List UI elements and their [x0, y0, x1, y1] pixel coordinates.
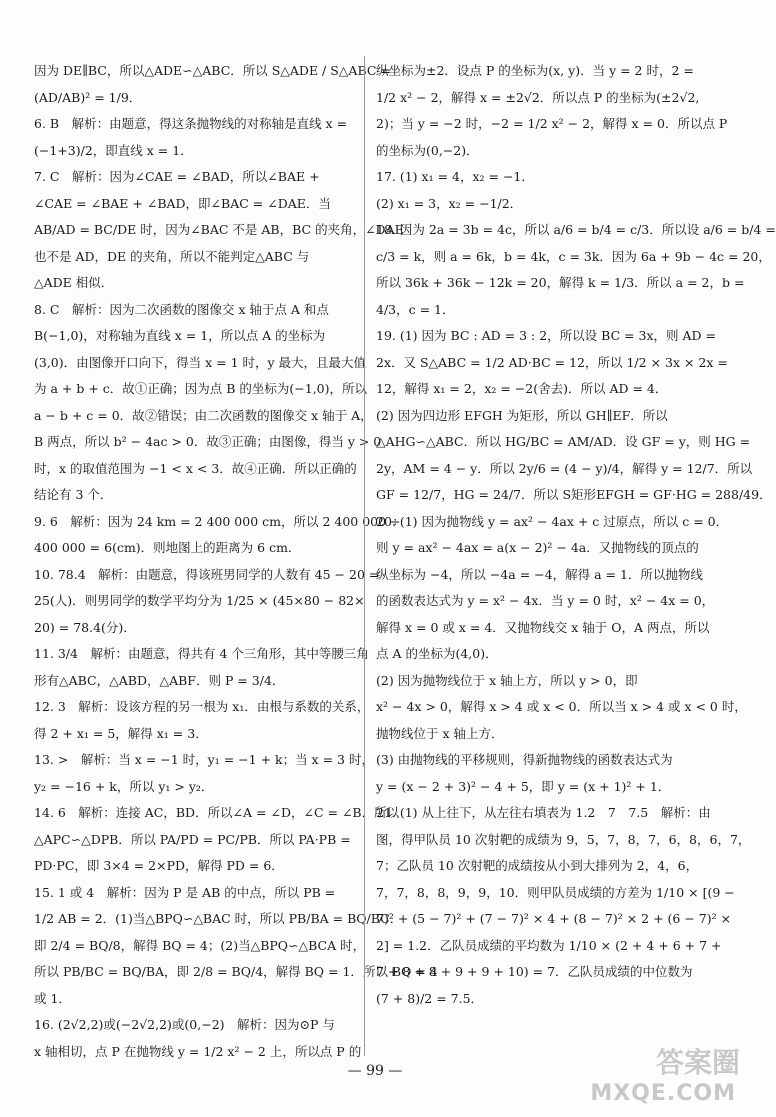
left-text-line: 所以 PB/BC = BQ/BA，即 2/8 = BQ/4，解得 BQ = 1．所以 BQ = 4 [34, 964, 438, 979]
right-text-line: 4/3，c = 1． [376, 301, 455, 317]
left-text-line: B(−1,0)，对称轴为直线 x = 1，所以点 A 的坐标为 [34, 328, 326, 343]
left-text-line: 7. C 解析：因为∠CAE = ∠BAD，所以∠BAE + [34, 169, 320, 184]
left-text-line: AB/AD = BC/DE 时，因为∠BAC 不是 AB，BC 的夹角，∠DAE [34, 222, 404, 237]
right-text-line: (2) 因为四边形 EFGH 为矩形，所以 GH∥EF．所以 [376, 407, 668, 423]
left-text-line: 13. > 解析：当 x = −1 时，y₁ = −1 + k；当 x = 3 时， [34, 752, 374, 767]
left-text-line: 15. 1 或 4 解析：因为 P 是 AB 的中点，所以 PB = [34, 884, 336, 900]
left-text-line: 为 a + b + c．故①正确；因为点 B 的坐标为(−1,0)，所以 [34, 381, 368, 396]
right-text-line: 17. (1) x₁ = 4，x₂ = −1． [376, 169, 534, 184]
left-text-line: a − b + c = 0．故②错误；由二次函数的图像交 x 轴于 A， [34, 407, 373, 423]
watermark-logo [580, 1041, 740, 1113]
column-divider [364, 56, 365, 1056]
right-text-line: 抛物线位于 x 轴上方． [376, 725, 504, 741]
watermark-main-text: 答案圈 [655, 1046, 740, 1079]
right-text-line: (7 + 8)/2 = 7.5． [376, 990, 484, 1006]
right-text-line: GF = 12/7，HG = 24/7．所以 S矩形EFGH = GF·HG = 288/49． [376, 487, 772, 502]
right-text-line: 2x．又 S△ABC = 1/2 AD·BC = 12，所以 1/2 × 3x × 2x = [376, 354, 728, 370]
right-text-line: 7 + 8 + 8 + 9 + 9 + 10) = 7．乙队员成绩的中位数为 [376, 964, 693, 979]
right-text-line: 20. (1) 因为抛物线 y = ax² − 4ax + c 过原点，所以 c = 0． [376, 513, 729, 529]
left-text-line: 也不是 AD，DE 的夹角，所以不能判定△ABC 与 [34, 248, 310, 264]
right-text-line: 解得 x = 0 或 x = 4．又抛物线交 x 轴于 O，A 两点，所以 [376, 619, 710, 635]
right-text-line: 18. 因为 2a = 3b = 4c，所以 a/6 = b/4 = c/3．所以设 a/6 = b/4 = [376, 222, 776, 237]
left-text-line: (−1+3)/2，即直线 x = 1． [34, 142, 193, 158]
left-text-line: △ADE 相似． [34, 275, 114, 290]
left-text-line: 得 2 + x₁ = 5，解得 x₁ = 3． [34, 725, 208, 741]
right-text-line: x² − 4x > 0，解得 x > 4 或 x < 0．所以当 x > 4 或 x < 0 时， [376, 699, 747, 714]
left-text-line: 时，x 的取值范围为 −1 < x < 3．故④正确．所以正确的 [34, 460, 357, 476]
left-text-line: ∠CAE = ∠BAE + ∠BAD，即∠BAC = ∠DAE．当 [34, 195, 331, 211]
right-text-line: 则 y = ax² − 4ax = a(x − 2)² − 4a．又抛物线的顶点的 [376, 540, 699, 555]
left-text-line: (3,0)．由图像开口向下，得当 x = 1 时，y 最大，且最大值 [34, 354, 367, 370]
right-text-line: 的函数表达式为 y = x² − 4x．当 y = 0 时，x² − 4x = 0， [376, 593, 715, 608]
left-text-line: 20) = 78.4(分)． [34, 619, 136, 635]
right-text-line: 7，7，8，8，9，9，10．则甲队员成绩的方差为 1/10 × [(9 − [376, 884, 735, 900]
right-text-line: 点 A 的坐标为(4,0)． [376, 646, 498, 661]
left-text-line: △APC∽△DPB．所以 PA/PD = PC/PB．所以 PA·PB = [34, 831, 351, 847]
left-text-line: 10. 78.4 解析：由题意，得该班男同学的人数有 45 − 20 = [34, 566, 380, 582]
right-text-line: 所以 36k + 36k − 12k = 20，解得 k = 1/3．所以 a = 2，b = [376, 275, 745, 290]
right-text-line: 7)² + (5 − 7)² + (7 − 7)² × 4 + (8 − 7)² × 2 + (6 − 7)² × [376, 911, 732, 926]
right-text-line: 纵坐标为±2．设点 P 的坐标为(x, y)．当 y = 2 时，2 = [376, 63, 694, 78]
right-text-line: 12，解得 x₁ = 2，x₂ = −2(舍去)．所以 AD = 4． [376, 381, 668, 396]
left-text-line: 8. C 解析：因为二次函数的图像交 x 轴于点 A 和点 [34, 301, 329, 317]
watermark-sub-text: MXQE.COM [590, 1081, 736, 1106]
right-text-line: 1/2 x² − 2，解得 x = ±2√2．所以点 P 的坐标为(±2√2, [376, 89, 700, 105]
right-text-line: 19. (1) 因为 BC : AD = 3 : 2，所以设 BC = 3x，则 AD = [376, 328, 717, 343]
right-text-line: y = (x − 2 + 3)² − 4 + 5，即 y = (x + 1)² + 1． [376, 778, 671, 794]
left-text-line: (AD/AB)² = 1/9． [34, 89, 142, 105]
right-text-line: 7；乙队员 10 次射靶的成绩按从小到大排列为 2，4，6， [376, 858, 699, 873]
left-text-line: 1/2 AB = 2．(1)当△BPQ∽△BAC 时，所以 PB/BA = BQ/BC． [34, 911, 403, 926]
right-column [376, 58, 776, 1012]
right-text-line: (2) x₁ = 3，x₂ = −1/2． [376, 195, 523, 211]
left-text-line: PD·PC，即 3×4 = 2×PD，解得 PD = 6． [34, 858, 284, 873]
left-text-line: 即 2/4 = BQ/8，解得 BQ = 4；(2)当△BPQ∽△BCA 时， [34, 937, 366, 953]
left-text-line: 因为 DE∥BC，所以△ADE∽△ABC．所以 S△ADE / S△ABC = [34, 63, 391, 78]
right-text-line: △AHG∽△ABC．所以 HG/BC = AM/AD．设 GF = y，则 HG = [376, 434, 751, 449]
left-text-line: 结论有 3 个． [34, 487, 113, 502]
right-text-line: c/3 = k，则 a = 6k，b = 4k，c = 3k．因为 6a + 9b − 4c = 20， [376, 248, 771, 264]
left-text-line: 16. (2√2,2)或(−2√2,2)或(0,−2) 解析：因为⊙P 与 [34, 1017, 335, 1032]
right-text-line: 2)；当 y = −2 时，−2 = 1/2 x² − 2，解得 x = 0．所以点 P [376, 116, 728, 131]
right-text-line: 纵坐标为 −4，所以 −4a = −4，解得 a = 1．所以抛物线 [376, 566, 703, 582]
left-text-line: 或 1． [34, 990, 71, 1006]
right-text-line: 2] = 1.2．乙队员成绩的平均数为 1/10 × (2 + 4 + 6 + 7 + [376, 937, 722, 953]
left-text-line: 9. 6 解析：因为 24 km = 2 400 000 cm，所以 2 400 000 ÷ [34, 513, 401, 529]
right-text-line: 2y，AM = 4 − y．所以 2y/6 = (4 − y)/4，解得 y = 12/7．所以 [376, 460, 753, 476]
left-text-line: 形有△ABC，△ABD，△ABF．则 P = 3/4． [34, 672, 285, 688]
right-text-line: (2) 因为抛物线位于 x 轴上方，所以 y > 0，即 [376, 672, 638, 688]
right-text-line: (3) 由抛物线的平移规则，得新抛物线的函数表达式为 [376, 752, 673, 767]
right-text-line: 21. (1) 从上往下，从左往右填表为 1.2 7 7.5 解析：由 [376, 805, 711, 820]
left-text-line: 14. 6 解析：连接 AC，BD．所以∠A = ∠D，∠C = ∠B．所以 [34, 805, 400, 820]
left-text-line: B 两点，所以 b² − 4ac > 0．故③正确；由图像，得当 y > 0 [34, 434, 382, 449]
right-text-line: 的坐标为(0,−2)． [376, 142, 479, 158]
left-text-line: 6. B 解析：由题意，得这条抛物线的对称轴是直线 x = [34, 116, 348, 131]
left-text-line: 12. 3 解析：设该方程的另一根为 x₁．由根与系数的关系， [34, 699, 370, 714]
left-text-line: y₂ = −16 + k，所以 y₁ > y₂． [34, 778, 214, 794]
left-text-line: 400 000 = 6(cm)．则地图上的距离为 6 cm． [34, 540, 301, 555]
left-text-line: 11. 3/4 解析：由题意，得共有 4 个三角形，其中等腰三角 [34, 646, 369, 661]
left-text-line: x 轴相切，点 P 在抛物线 y = 1/2 x² − 2 上，所以点 P 的 [34, 1043, 362, 1059]
left-text-line: 25(人)．则男同学的数学平均分为 1/25 × (45×80 − 82× [34, 593, 365, 608]
right-text-line: 图，得甲队员 10 次射靶的成绩为 9，5，7，8，7，6，8，6，7， [376, 831, 751, 847]
page-number: — 99 — [347, 1063, 403, 1079]
